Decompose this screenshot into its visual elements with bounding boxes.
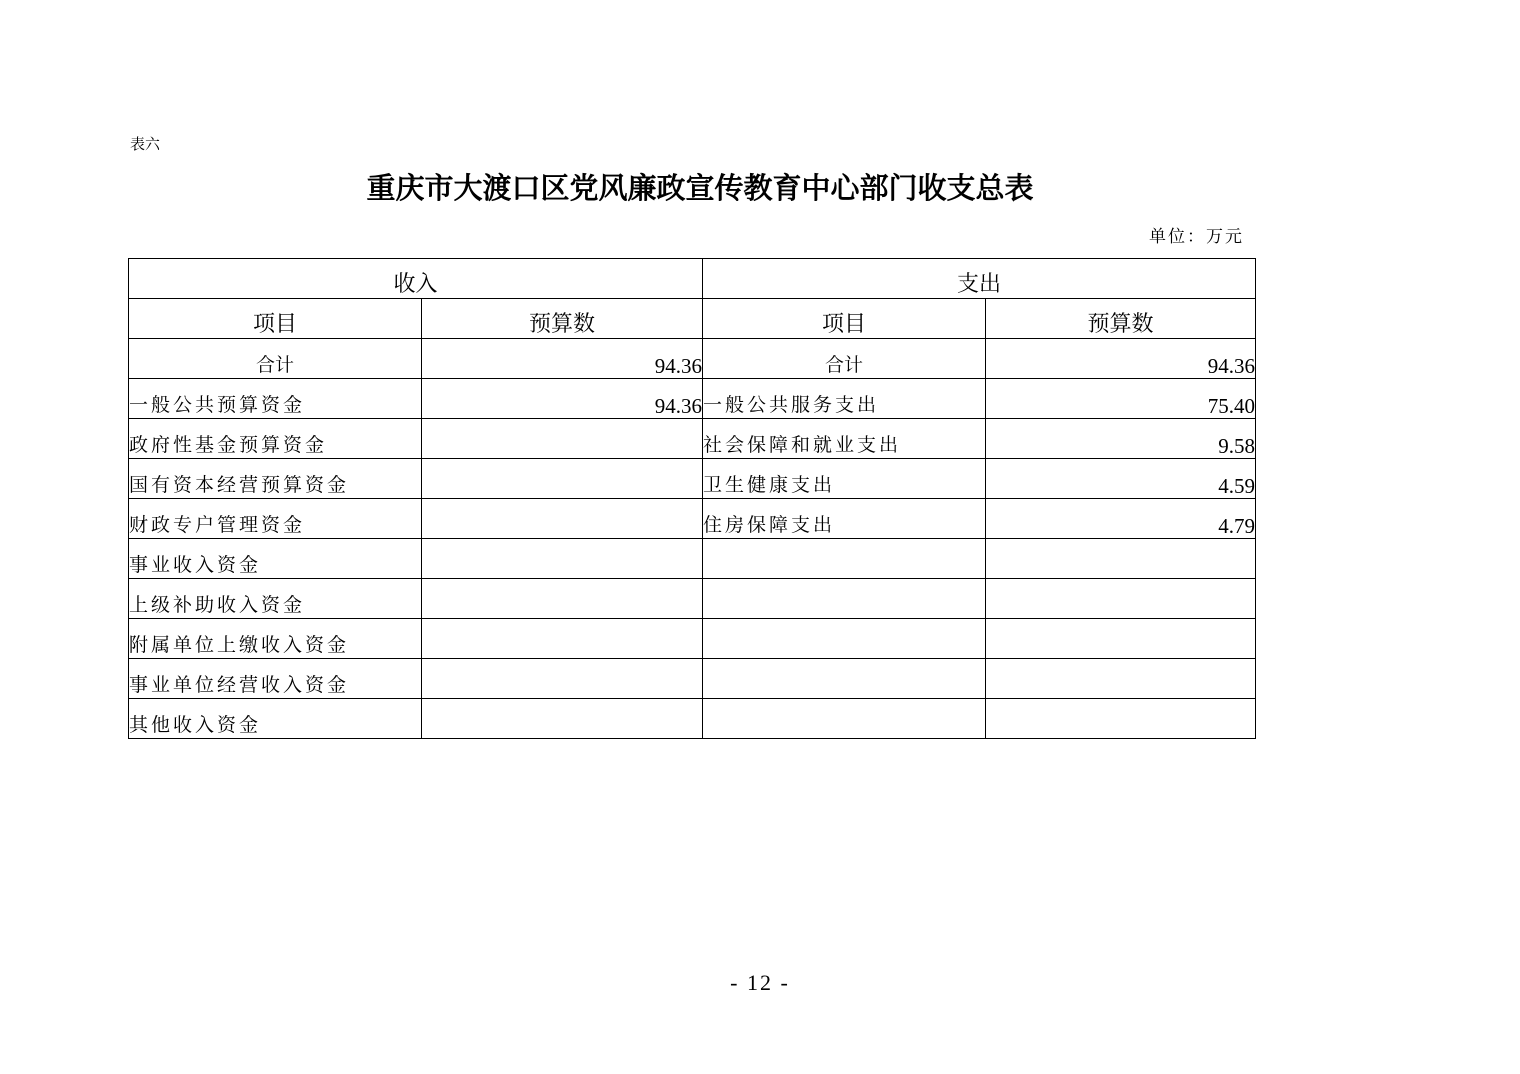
group-header-row [129,259,1256,299]
expense-item: 住房保障支出 [703,499,986,539]
income-value [422,659,703,699]
expense-total-value: 94.36 [986,339,1256,379]
page-number: - 12 - [730,970,790,995]
expense-value [986,659,1256,699]
expense-item [703,659,986,699]
table-row [129,379,1256,419]
expense-item [703,539,986,579]
unit-label: 单位：万元 [1149,227,1244,247]
income-item-header: 项目 [129,299,422,339]
income-value [422,419,703,459]
table-row [129,579,1256,619]
page-title: 重庆市大渡口区党风廉政宣传教育中心部门收支总表 [366,171,1034,205]
income-value [422,459,703,499]
income-item: 上级补助收入资金 [129,579,422,619]
income-header: 收入 [129,259,703,299]
expense-item: 一般公共服务支出 [703,379,986,419]
income-value [422,539,703,579]
income-item: 财政专户管理资金 [129,499,422,539]
income-value [422,699,703,739]
income-value: 94.36 [422,379,703,419]
expense-header: 支出 [703,259,1256,299]
table-label: 表六 [130,135,161,153]
expense-value [986,699,1256,739]
table-row [129,539,1256,579]
expense-item [703,619,986,659]
table-row [129,499,1256,539]
expense-value [986,619,1256,659]
income-item: 政府性基金预算资金 [129,419,422,459]
expense-value: 4.79 [986,499,1256,539]
income-budget-header: 预算数 [422,299,703,339]
income-value [422,619,703,659]
expense-item-header: 项目 [703,299,986,339]
income-item: 国有资本经营预算资金 [129,459,422,499]
table-row [129,699,1256,739]
income-item: 事业收入资金 [129,539,422,579]
income-value [422,499,703,539]
expense-value [986,579,1256,619]
income-item: 一般公共预算资金 [129,379,422,419]
expense-item: 卫生健康支出 [703,459,986,499]
income-item: 其他收入资金 [129,699,422,739]
expense-value [986,539,1256,579]
income-item: 附属单位上缴收入资金 [129,619,422,659]
income-item: 事业单位经营收入资金 [129,659,422,699]
table-row [129,459,1256,499]
income-value [422,579,703,619]
table-row [129,419,1256,459]
expense-value: 9.58 [986,419,1256,459]
budget-table [128,258,1256,739]
expense-item: 社会保障和就业支出 [703,419,986,459]
expense-value: 4.59 [986,459,1256,499]
expense-total-label: 合计 [703,339,986,379]
income-total-value: 94.36 [422,339,703,379]
expense-item [703,699,986,739]
table-row [129,659,1256,699]
expense-budget-header: 预算数 [986,299,1256,339]
expense-item [703,579,986,619]
expense-value: 75.40 [986,379,1256,419]
total-row [129,339,1256,379]
table-row [129,619,1256,659]
column-header-row [129,299,1256,339]
income-total-label: 合计 [129,339,422,379]
